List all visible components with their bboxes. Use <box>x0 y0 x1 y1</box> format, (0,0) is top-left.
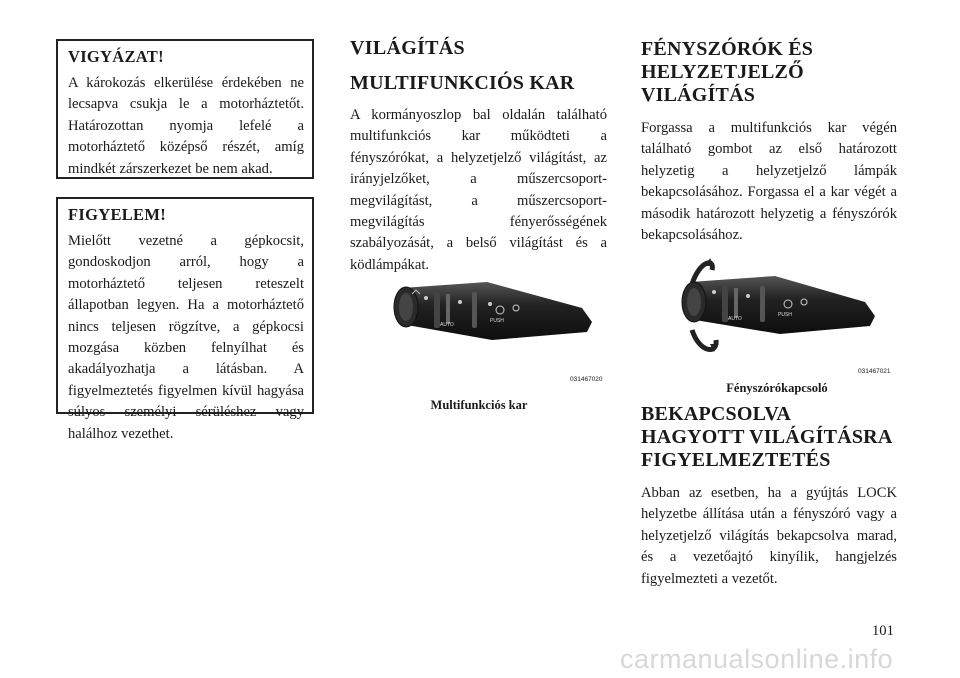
headlights-title-2: HELYZETJELZŐ <box>641 61 804 83</box>
lights-on-title-1: BEKAPCSOLVA <box>641 403 792 425</box>
lights-on-text: Abban az esetben, ha a gyújtás LOCK helyzetbe állítása után a fényszóró vagy a helyzetjelző világítás bekapcsolva marad, és a vezetőajtó kinyílik, hangjelzés figyelmezteti a vezetőt. <box>641 485 897 587</box>
auto-label-2: AUTO <box>728 316 742 322</box>
subsection-title: MULTIFUNKCIÓS KAR <box>350 72 575 94</box>
headlight-switch-illustration <box>670 250 895 370</box>
warning-box <box>56 39 314 179</box>
headlights-section <box>641 38 897 246</box>
stalk-illustration <box>382 270 608 380</box>
lighting-section <box>350 36 607 276</box>
headlights-text: Forgassa a multifunkciós kar végén található gombot az első határozott helyzetig a helyzetjelző lámpák bekapcsolásához. Forgassa el a kar végét a második határozott helyzetig a fényszórók bekapcsolásához. <box>641 120 897 244</box>
warning-title: VIGYÁZAT! <box>68 47 164 66</box>
section-title: VILÁGÍTÁS <box>350 37 465 59</box>
figure-code-1: 031467020 <box>570 376 603 383</box>
auto-label: AUTO <box>440 322 454 328</box>
push-label: PUSH <box>490 318 504 324</box>
warning-text: A károkozás elkerülése érdekében ne lecsapva csukja le a motorháztetőt. Határozottan nyomja lefelé a motorháztető középső részét, amíg mindkét zárszerkezet be nem akad. <box>68 75 304 177</box>
caution-box <box>56 197 314 442</box>
lighting-text: A kormányoszlop bal oldalán található multifunkciós kar működteti a fényszórókat, a helyzetjelző világítást, az irányjelzőket, a műszercsoport-megvilágítást, a műszercsoport-megvilágítás fényerősségének szabályozását, a belső világítást és a ködlámpákat. <box>350 107 607 273</box>
figure-caption-2: Fényszórókapcsoló <box>726 381 828 395</box>
lights-on-title-2: HAGYOTT VILÁGÍTÁSRA <box>641 426 893 448</box>
lights-on-title-3: FIGYELMEZTETÉS <box>641 449 831 471</box>
caution-title: FIGYELEM! <box>68 205 167 224</box>
watermark-text: carmanualsonline.info <box>620 644 894 674</box>
push-label-2: PUSH <box>778 312 792 318</box>
headlights-title-3: VILÁGÍTÁS <box>641 84 756 106</box>
multifunction-stalk-figure <box>382 270 608 380</box>
caution-text: Mielőtt vezetné a gépkocsit, gondoskodjon arról, hogy a motorháztető teljesen reteszelt állapotban legyen. Ha a motorháztető nincs teljesen rögzítve, a gépkocsi mozgása közben felnyílhat és akadályozhatja a látásban. A figyelmeztetés figyelmen kívül hagyása súlyos személyi sérüléshez vagy halálhoz vezethet. <box>68 233 304 442</box>
lights-on-warning-section <box>641 403 897 590</box>
figure-code-2: 031467021 <box>858 368 891 375</box>
headlight-switch-figure <box>670 250 895 370</box>
figure-caption-1: Multifunkciós kar <box>430 398 528 412</box>
headlights-title-1: FÉNYSZÓRÓK ÉS <box>641 38 814 60</box>
page-number: 101 <box>872 623 894 639</box>
